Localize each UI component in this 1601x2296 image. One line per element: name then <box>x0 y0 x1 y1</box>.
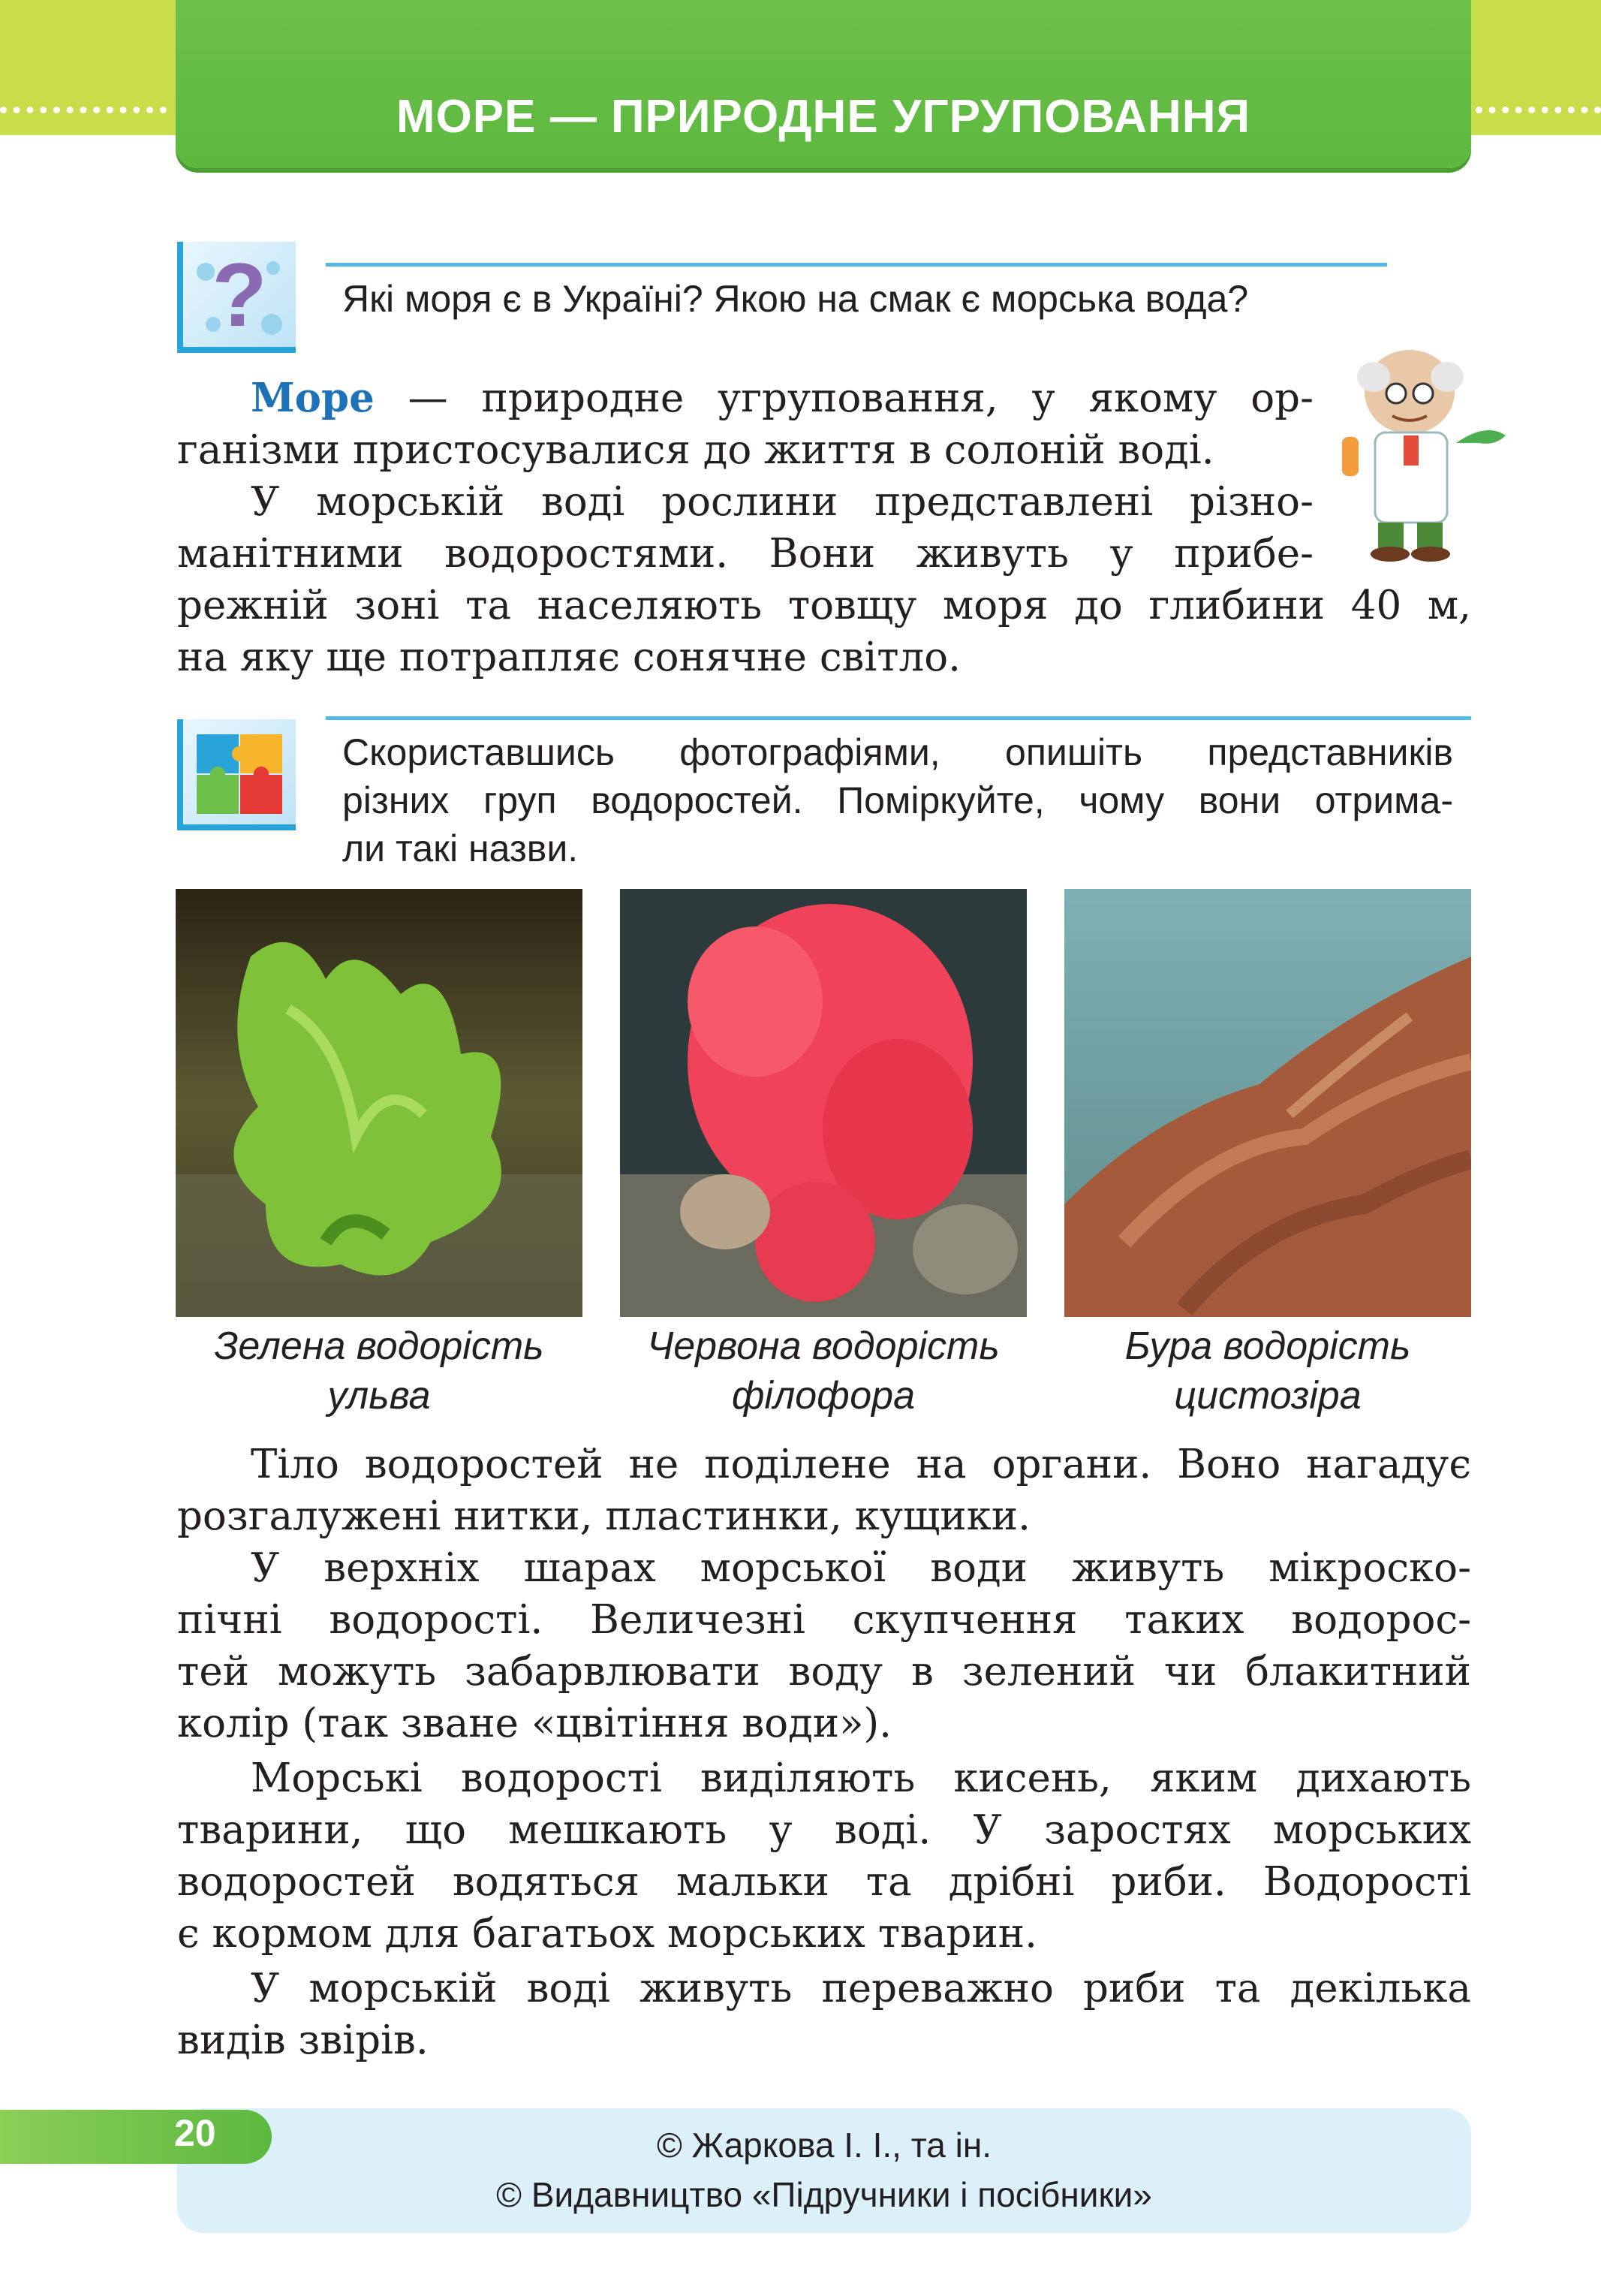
caption-green-alga: Зелена водорість ульва <box>214 1324 544 1418</box>
photo-green-alga-ulva <box>176 889 582 1317</box>
copyright-authors: © Жаркова І. І., та ін. <box>656 2126 992 2165</box>
task-text: Скориставшись фотографіями, опишіть представників різних груп водоростей. Поміркуйте, чому вони отрима- ли такі назви. <box>342 731 1453 869</box>
term-more: Море <box>251 375 375 421</box>
question-mark-icon <box>177 242 296 353</box>
question-rule <box>326 263 1387 267</box>
page-title: МОРЕ — ПРИРОДНЕ УГРУПОВАННЯ <box>396 91 1251 143</box>
photo-brown-alga-cystoseira <box>1064 889 1471 1317</box>
paragraph-microscopic-algae: У верхніх шарах морської води живуть мікроско- пічні водорості. Величезні скупчення таких водорос- тей можуть забарвлювати воду в зелений чи блакитний колір (так зване «цвітіння води»). <box>177 1545 1471 1746</box>
question-text: Які моря є в Україні? Якою на смак є морська вода? <box>342 278 1249 320</box>
paragraph-definition: Море — природне угруповання, у якому ор- ганізми пристосувалися до життя в солоній воді. <box>177 375 1314 473</box>
svg-text:?: ? <box>212 245 267 345</box>
paragraph-plants-cont: режній зоні та населяють товщу моря до глибини 40 м, на яку ще потрапляє сонячне світло. <box>177 583 1471 680</box>
copyright-publisher: © Видавництво «Підручники і посібники» <box>496 2175 1152 2214</box>
puzzle-icon <box>177 719 296 830</box>
header-dots-right <box>1476 107 1601 121</box>
paragraph-oxygen: Морські водорості виділяють кисень, яким дихають тварини, що мешкають у воді. У заростях морських водоростей водяться мальки та дрібні риби. Водорості є кормом для багатьох морських тварин. <box>177 1755 1471 1957</box>
caption-brown-alga: Бура водорість цистозіра <box>1124 1324 1411 1418</box>
paragraph-plants: У морській воді рослини представлені різно- манітними водоростями. Вони живуть у прибе- <box>177 479 1314 577</box>
task-rule <box>326 716 1471 720</box>
caption-red-alga: Червона водорість філофора <box>647 1324 1000 1418</box>
professor-illustration <box>1329 347 1516 563</box>
paragraph-animals: У морській воді живуть переважно риби та декілька видів звірів. <box>177 1966 1471 2063</box>
header-dots-left <box>0 107 167 121</box>
paragraph-body: Тіло водоростей не поділене на органи. Воно нагадує розгалужені нитки, пластинки, кущики. <box>177 1442 1471 1539</box>
photo-red-alga-phyllophora <box>620 889 1027 1317</box>
page-number: 20 <box>174 2112 216 2154</box>
